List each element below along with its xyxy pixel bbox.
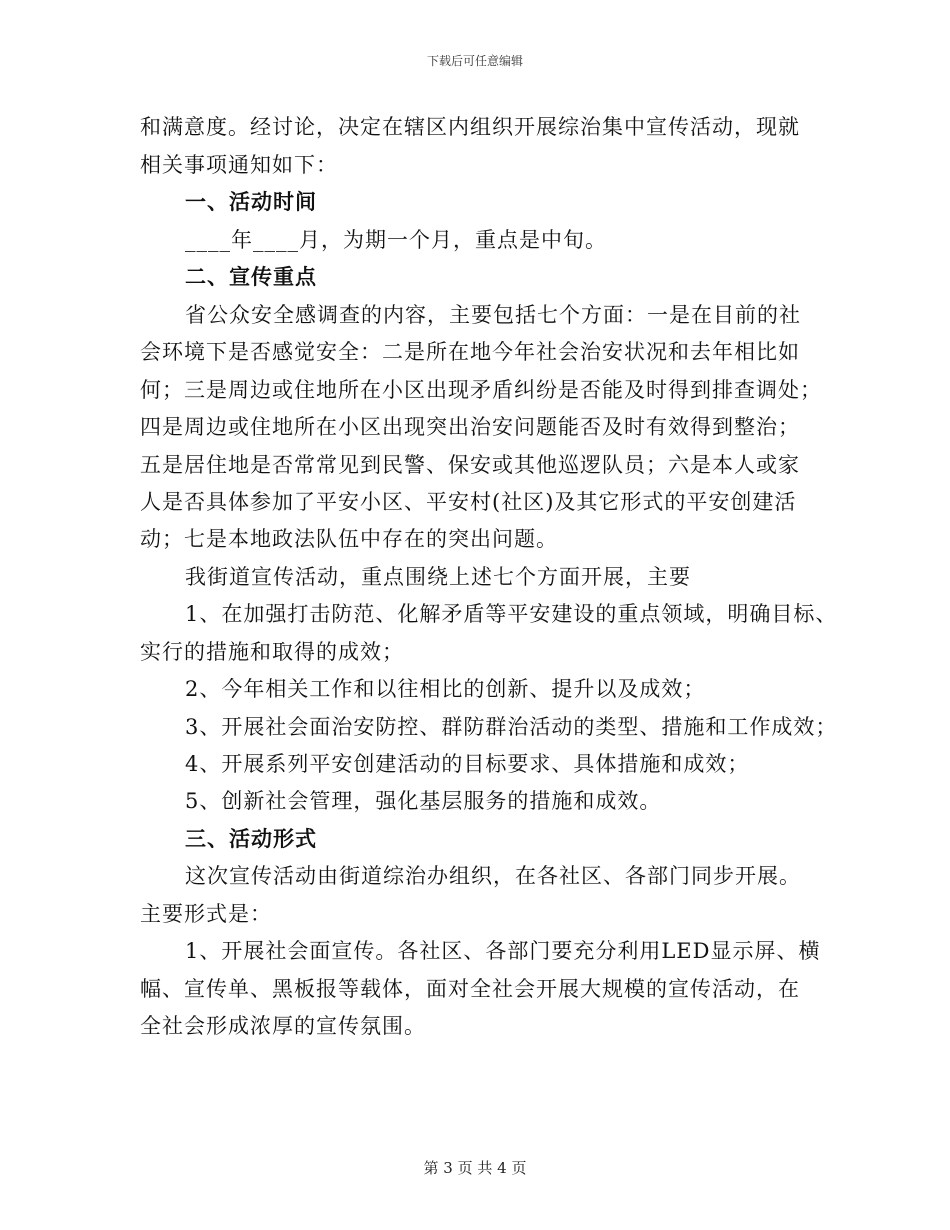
body-line: 相关事项通知如下： [140,153,338,177]
section-heading: 二、宣传重点 [185,264,317,289]
body-line: 省公众安全感调查的内容，主要包括七个方面：一是在目前的社 [185,303,801,327]
body-line: 主要形式是： [140,902,272,926]
page-footer: 第 3 页 共 4 页 [423,1159,527,1177]
body-line: 和满意度。经讨论，决定在辖区内组织开展综治集中宣传活动，现就 [140,115,800,139]
list-item: 2、今年相关工作和以往相比的创新、提升以及成效； [185,677,706,701]
body-line: 全社会形成浓厚的宣传氛围。 [140,1014,426,1038]
body-line: 四是周边或住地所在小区出现突出治安问题能否及时有效得到整治； [140,415,800,439]
body-line: 实行的措施和取得的成效； [140,640,404,664]
body-line: 动；七是本地政法队伍中存在的突出问题。 [140,527,558,551]
body-line: 何；三是周边或住地所在小区出现矛盾纠纷是否能及时得到排查调处； [140,378,822,402]
body-line: 幅、宣传单、黑板报等载体，面对全社会开展大规模的宣传活动，在 [140,977,800,1001]
list-item: 4、开展系列平安创建活动的目标要求、具体措施和成效； [185,752,750,776]
body-line: 会环境下是否感觉安全：二是所在地今年社会治安状况和去年相比如 [140,340,800,364]
body-line: 这次宣传活动由街道综治办组织，在各社区、各部门同步开展。 [185,864,801,888]
body-line: ____年____月，为期一个月，重点是中旬。 [185,228,607,252]
body-line: 人是否具体参加了平安小区、平安村(社区)及其它形式的平安创建活 [140,490,797,514]
section-heading: 一、活动时间 [185,189,317,214]
list-item: 5、创新社会管理，强化基层服务的措施和成效。 [185,789,662,813]
list-item: 1、开展社会面宣传。各社区、各部门要充分利用LED显示屏、横 [185,939,821,963]
page-header: 下载后可任意编辑 [426,54,523,68]
body-line: 五是居住地是否常常见到民警、保安或其他巡逻队员；六是本人或家 [140,453,800,477]
list-item: 3、开展社会面治安防控、群防群治活动的类型、措施和工作成效； [185,715,838,739]
list-item: 1、在加强打击防范、化解矛盾等平安建设的重点领域，明确目标、 [185,602,838,626]
body-line: 我街道宣传活动，重点围绕上述七个方面开展，主要 [185,565,691,589]
section-heading: 三、活动形式 [185,826,317,851]
